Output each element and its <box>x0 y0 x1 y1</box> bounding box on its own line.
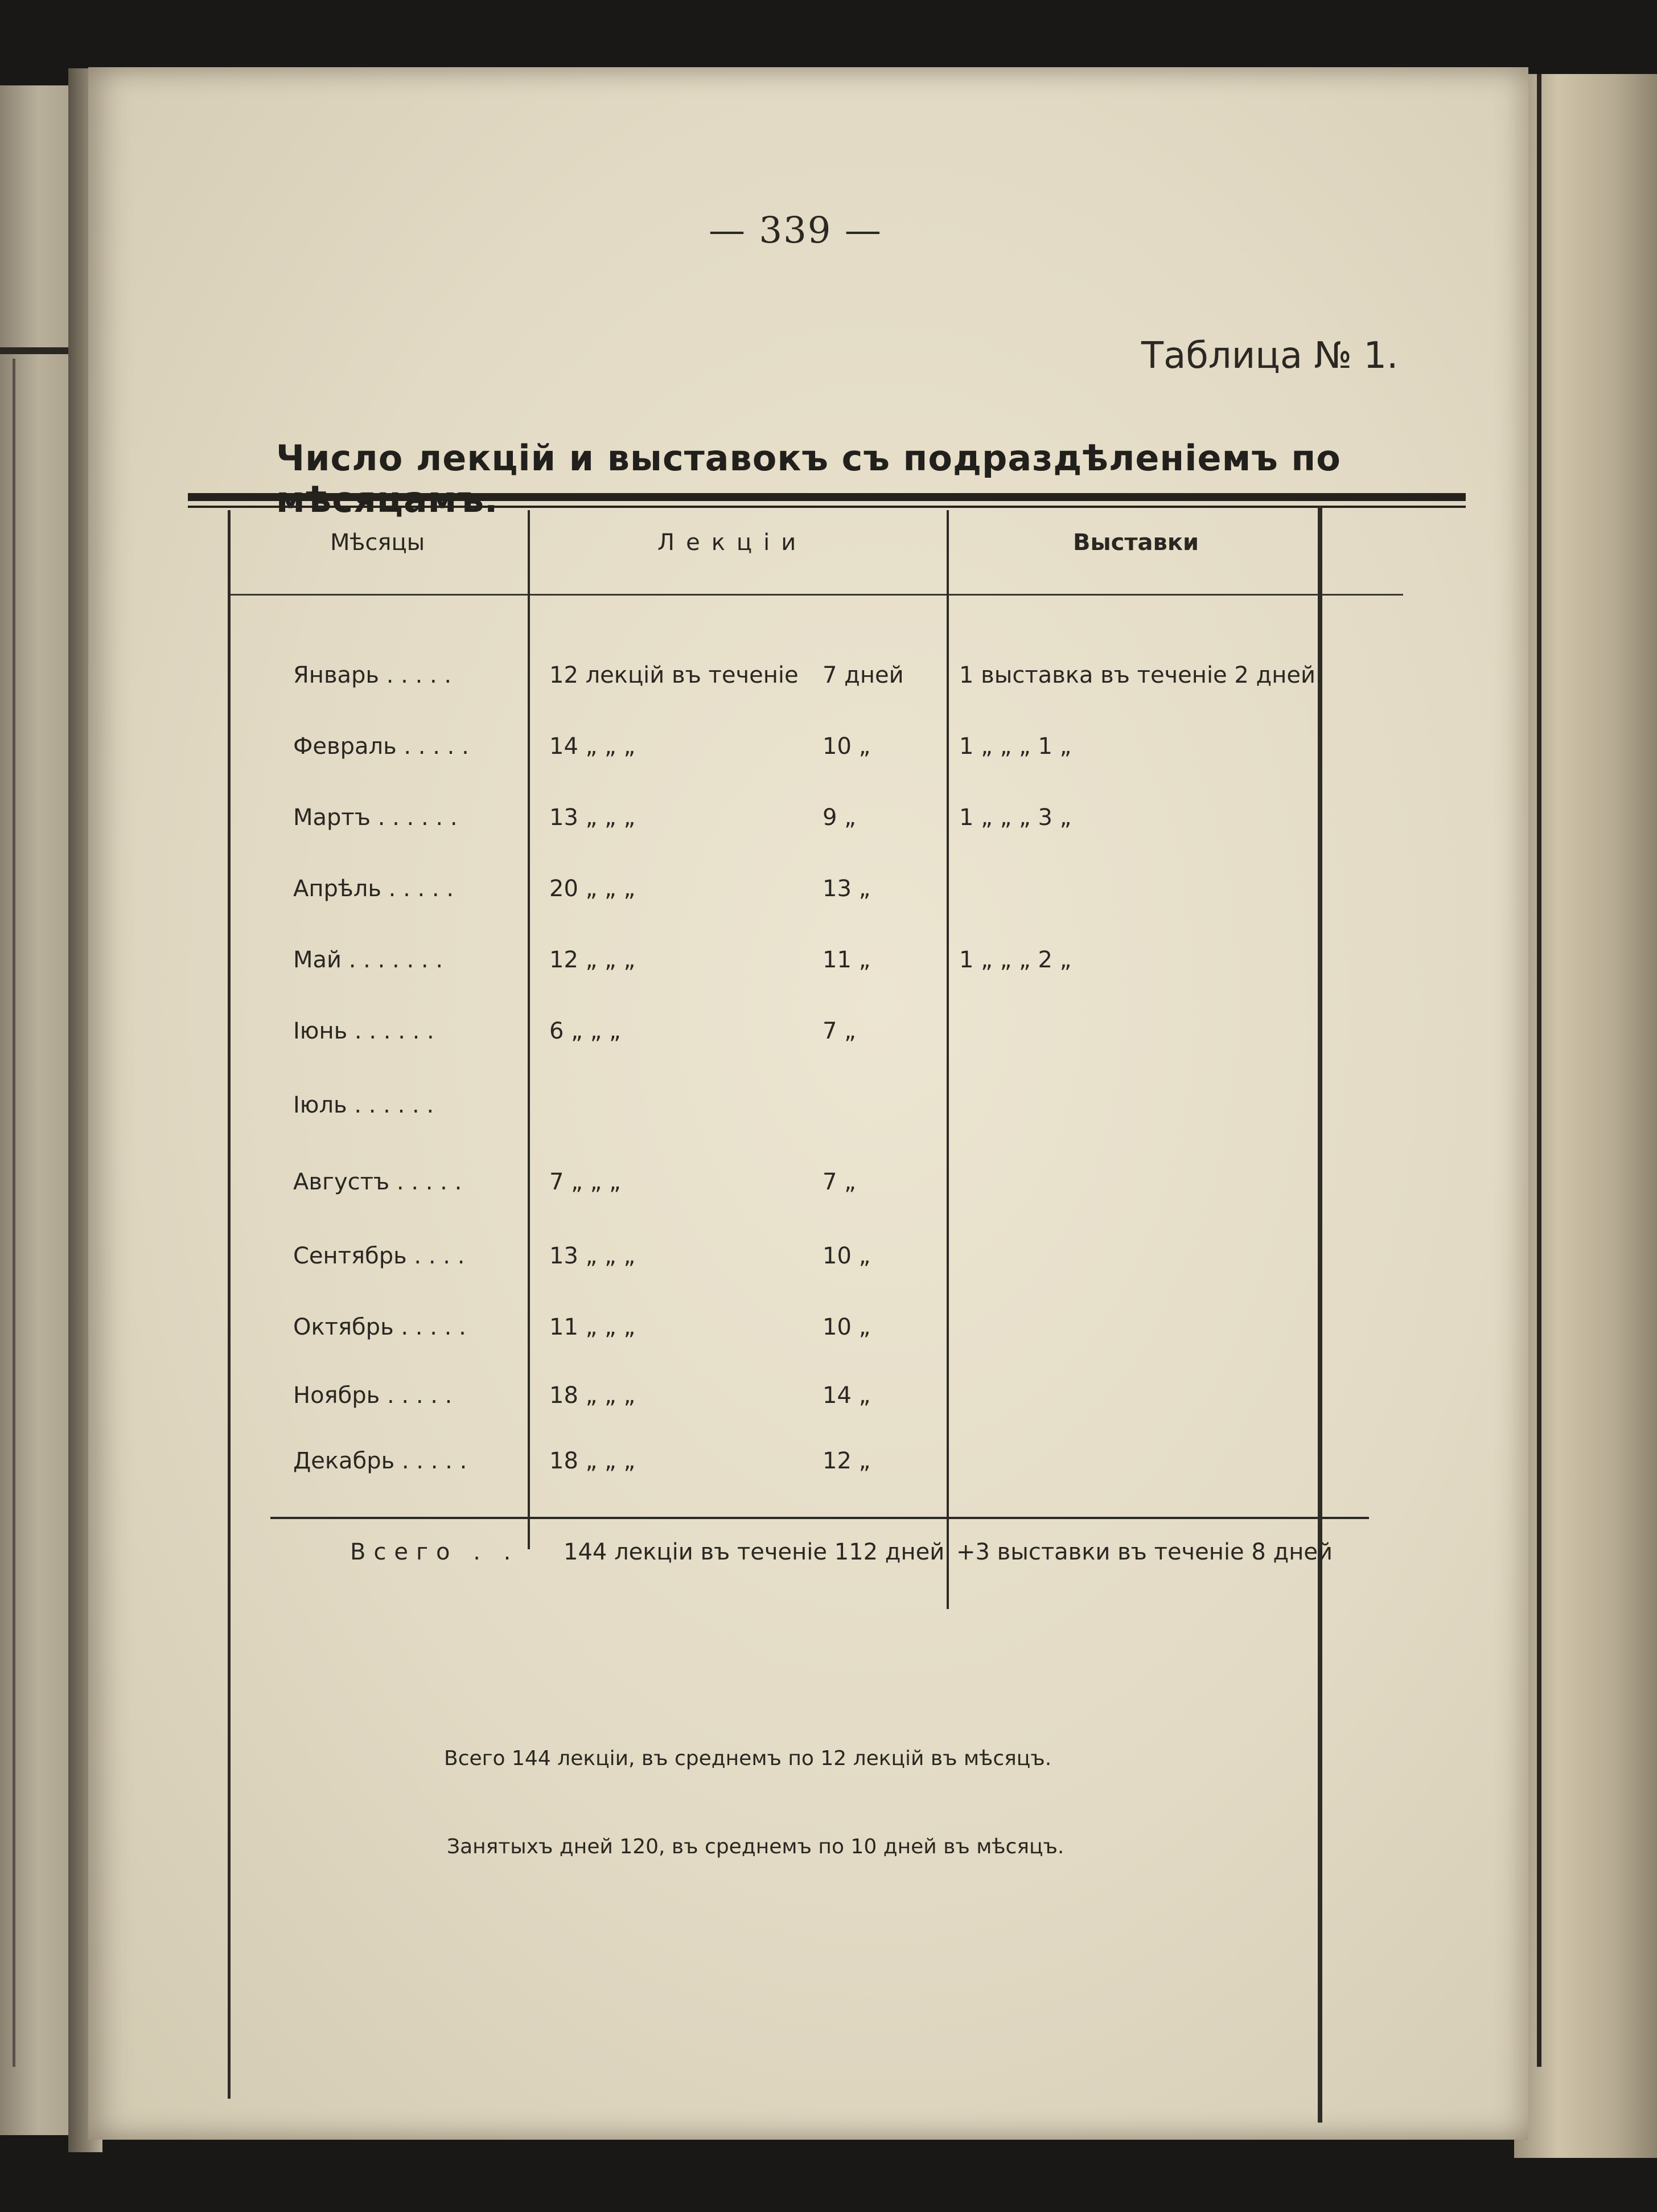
month-cell: Ноябрь . . . . . <box>293 1382 453 1409</box>
table-row <box>88 1314 1511 1360</box>
lectures-cell: 7 „ „ „ <box>549 1169 621 1195</box>
exhibitions-cell: 1 „ „ „ 2 „ <box>959 947 1072 973</box>
lectures-cell: 11 „ „ „ <box>549 1314 636 1340</box>
lectures-cell: 12 лекцій въ теченіе <box>549 662 799 688</box>
table-title: Число лекцій и выставокъ съ подраздѣленіемъ по <box>276 437 1341 479</box>
days-cell: 7 „ <box>823 1018 856 1044</box>
table-label: Таблица № 1. <box>1141 335 1399 377</box>
days-cell: 10 „ <box>823 733 871 760</box>
days-cell: 7 дней <box>823 662 904 688</box>
table-row <box>88 1018 1511 1064</box>
table-row <box>88 733 1511 779</box>
days-cell: 7 „ <box>823 1169 856 1195</box>
column-header-months: Мѣсяцы <box>330 530 425 556</box>
summary-lectures: Всего 144 лекціи, въ среднемъ по 12 лекцій въ мѣсяцъ. <box>444 1747 1052 1770</box>
table-top-rule <box>188 493 1466 501</box>
lectures-cell: 20 „ „ „ <box>549 876 636 902</box>
days-cell: 10 „ <box>823 1243 871 1269</box>
lectures-cell: 13 „ „ „ <box>549 805 636 831</box>
column-header-lectures: Лекціи <box>657 530 808 556</box>
exhibitions-cell: 1 „ „ „ 1 „ <box>959 733 1072 760</box>
exhibitions-cell: 1 „ „ „ 3 „ <box>959 805 1072 831</box>
lectures-cell: 12 „ „ „ <box>549 947 636 973</box>
left-page-rule <box>0 347 68 354</box>
month-cell: Іюль . . . . . . <box>293 1092 434 1118</box>
summary-days: Занятыхъ дней 120, въ среднемъ по 10 дней въ мѣсяцъ. <box>447 1835 1064 1858</box>
total-exhibitions: +3 выставки въ теченіе 8 дней <box>956 1539 1333 1565</box>
lectures-cell: 18 „ „ „ <box>549 1448 636 1474</box>
table-total-rule <box>270 1517 1369 1519</box>
exhibitions-cell: 1 выставка въ теченіе 2 дней. <box>959 662 1323 688</box>
month-cell: Іюнь . . . . . . <box>293 1018 434 1044</box>
table-row <box>88 876 1511 921</box>
table-top-rule-thin <box>188 506 1466 508</box>
total-lectures: 144 лекціи въ теченіе 112 дней <box>564 1539 945 1565</box>
page-number: — 339 — <box>709 210 882 252</box>
table-row <box>88 1448 1511 1493</box>
page-edge-line <box>1537 74 1541 2067</box>
month-cell: Декабрь . . . . . <box>293 1448 467 1474</box>
total-label: Всего . . <box>350 1539 519 1565</box>
month-cell: Февраль . . . . . <box>293 733 469 760</box>
lectures-cell: 18 „ „ „ <box>549 1382 636 1409</box>
book-page <box>88 67 1528 2140</box>
lectures-cell: 6 „ „ „ <box>549 1018 621 1044</box>
days-cell: 10 „ <box>823 1314 871 1340</box>
month-cell: Январь . . . . . <box>293 662 452 688</box>
table-row <box>88 1169 1511 1214</box>
table-row <box>88 805 1511 850</box>
table-row <box>88 1243 1511 1288</box>
month-cell: Сентябрь . . . . <box>293 1243 465 1269</box>
page-stack <box>1514 74 1657 2158</box>
month-cell: Апрѣль . . . . . <box>293 876 454 902</box>
table-header-rule <box>231 594 1403 596</box>
month-cell: Мартъ . . . . . . <box>293 805 458 831</box>
table-row <box>88 662 1511 708</box>
days-cell: 9 „ <box>823 805 856 831</box>
table-row <box>88 947 1511 992</box>
days-cell: 12 „ <box>823 1448 871 1474</box>
month-cell: Октябрь . . . . . <box>293 1314 466 1340</box>
table-row <box>88 1382 1511 1428</box>
lectures-cell: 13 „ „ „ <box>549 1243 636 1269</box>
left-page-line <box>13 359 15 2067</box>
column-header-exhibitions: Выставки <box>1073 530 1199 556</box>
month-cell: Августъ . . . . . <box>293 1169 462 1195</box>
lectures-cell: 14 „ „ „ <box>549 733 636 760</box>
table-row <box>88 1092 1511 1138</box>
days-cell: 13 „ <box>823 876 871 902</box>
days-cell: 11 „ <box>823 947 871 973</box>
month-cell: Май . . . . . . . <box>293 947 443 973</box>
days-cell: 14 „ <box>823 1382 871 1409</box>
